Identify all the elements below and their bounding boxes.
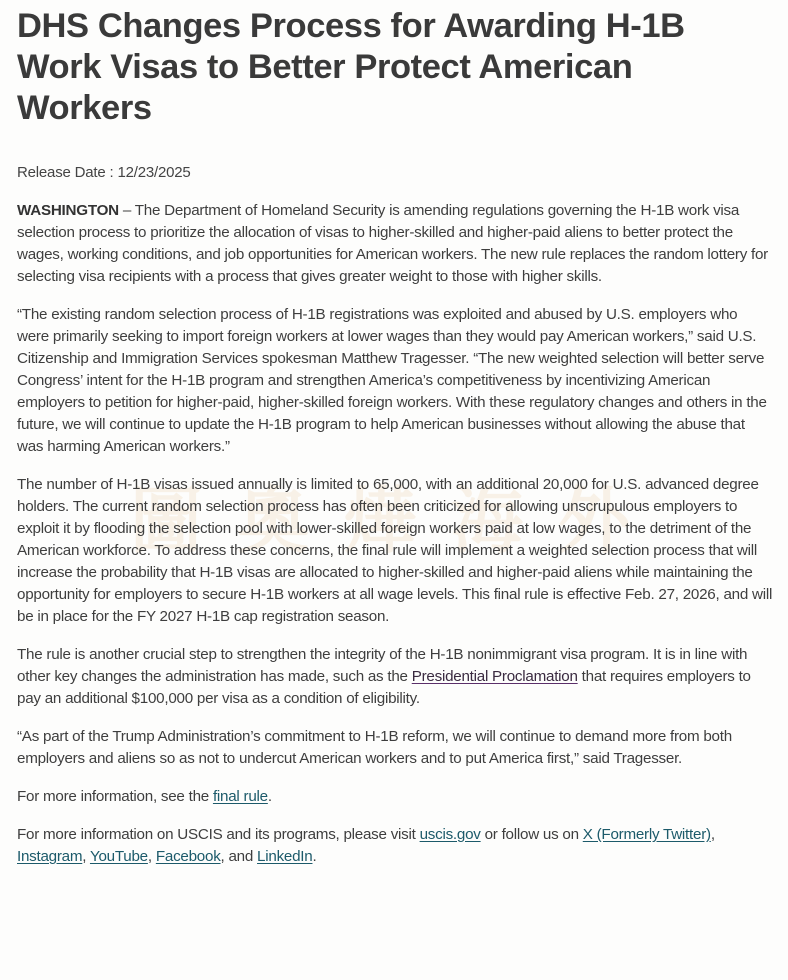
x-twitter-link[interactable]: X (Formerly Twitter)	[582, 826, 711, 843]
paragraph-quote-tragesser: “As part of the Trump Administration’s commitment to H-1B reform, we will continue to demand more from both employers and aliens so as not to undercut American workers and to put America first,” said Tragesser.	[17, 728, 732, 767]
facebook-link[interactable]: Facebook	[155, 848, 221, 865]
page-title: DHS Changes Process for Awarding H-1B Work Visas to Better Protect American Workers	[17, 7, 685, 127]
news-release	[17, 6, 773, 868]
release-date-separator: :	[109, 164, 114, 181]
paragraph-text: that requires employers to pay an additional $100,000 per visa as a condition of eligibility.	[17, 668, 751, 707]
paragraph-text: .	[267, 788, 272, 805]
paragraph-text: ,	[147, 848, 156, 865]
watermark-char: 外	[557, 479, 630, 563]
paragraph-intro	[17, 200, 773, 288]
release-date-value: 12/23/2025	[117, 164, 191, 181]
paragraph-text: For more information on USCIS and its programs, please visit	[17, 826, 420, 843]
uscis-gov-link[interactable]: uscis.gov	[419, 826, 481, 843]
paragraph-text: ,	[82, 848, 90, 865]
release-date-label: Release Date	[17, 164, 106, 181]
paragraph-visa-limits: The number of H-1B visas issued annually is limited to 65,000, with an additional 20,000 for U.S. advanced degree holders. The current random selection process has often been criticized for allowing unscrupulous employers to exploit it by flooding the selection pool with lower-skilled foreign workers paid at low wages, to the detriment of the American workforce. To address these concerns, the final rule will implement a weighted selection process that will increase the probability that H-1B visas are allocated to higher-skilled and higher-paid aliens while maintaining the opportunity for employers to secure H-1B workers at all wage levels. This final rule is effective Feb. 27, 2026, and will be in place for the FY 2027 H-1B cap registration season.	[17, 476, 773, 625]
article-body	[17, 200, 773, 868]
paragraph-quote-spokesman: “The existing random selection process of H-1B registrations was exploited and abused by U.S. employers who were primarily seeking to import foreign workers at lower wages than they would pay American workers,” said U.S. Citizenship and Immigration Services spokesman Matthew Tragesser. “The new weighted selection will better serve Congress’ intent for the H-1B program and strengthen America’s competitiveness by incentivizing American employers to petition for higher-paid, higher-skilled foreign workers. With these regulatory changes and others in the future, we will continue to update the H-1B program to help American businesses without allowing the abuse that was harming American workers.”	[17, 306, 767, 455]
presidential-proclamation-link[interactable]: Presidential Proclamation	[411, 668, 578, 685]
release-date	[17, 163, 773, 183]
paragraph-text: , and	[220, 848, 258, 865]
instagram-link[interactable]: Instagram	[17, 848, 83, 865]
paragraph-text: The rule is another crucial step to strengthen the integrity of the H-1B nonimmigrant visa program. It is in line with other key changes the administration has made, such as the	[17, 646, 748, 685]
watermark-char: 奧	[236, 479, 309, 563]
linkedin-link[interactable]: LinkedIn	[257, 848, 313, 865]
paragraph-text: For more information, see the	[17, 788, 213, 805]
watermark-char: 海	[450, 479, 523, 563]
paragraph-text: ,	[710, 826, 715, 843]
paragraph-more-info	[17, 786, 773, 808]
paragraph-text: or follow us on	[480, 826, 583, 843]
paragraph-integrity	[17, 644, 773, 710]
youtube-link[interactable]: YouTube	[89, 848, 148, 865]
dateline: WASHINGTON	[17, 202, 119, 219]
paragraph-text: – The Department of Homeland Security is amending regulations governing the H-1B work visa selection process to prioritize the allocation of visas to higher-skilled and higher-paid aliens to better protect the wages, working conditions, and job opportunities for American workers. The new rule replaces the random lottery for selecting visa recipients with a process that gives greater weight to those with higher skills.	[17, 202, 768, 285]
paragraph-follow-us	[17, 824, 773, 868]
final-rule-link[interactable]: final rule	[212, 788, 268, 805]
watermark-char: 燁	[343, 479, 416, 563]
watermark-char: 圖	[130, 479, 203, 563]
paragraph-text: .	[312, 848, 317, 865]
